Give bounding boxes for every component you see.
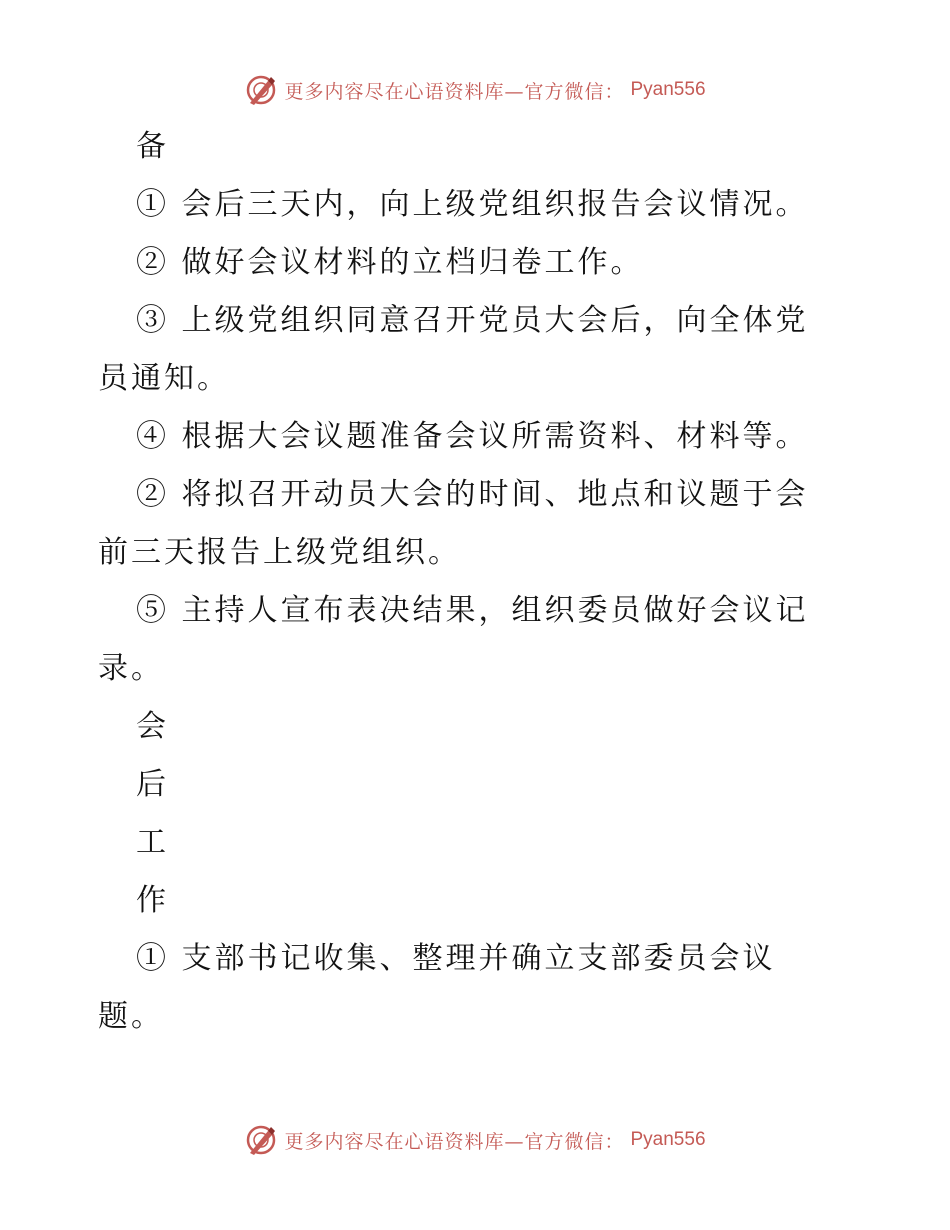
banner-text: 更多内容尽在心语资料库—官方微信： [284, 1130, 625, 1153]
paragraph: 备 [136, 129, 169, 164]
pen-logo-icon [244, 73, 278, 107]
paragraph: 会 [136, 709, 169, 744]
header-banner [0, 70, 950, 110]
banner-wechat-id: Pyan556 [630, 79, 706, 100]
banner-wechat-id: Pyan556 [630, 1129, 706, 1150]
document-body [98, 118, 838, 1046]
paragraph: 作 [136, 883, 169, 918]
paragraph: ① 会后三天内，向上级党组织报告会议情况。 [136, 187, 809, 222]
paragraph: 工 [136, 825, 169, 860]
footer-banner [0, 1120, 950, 1160]
paragraph: ⑤ 主持人宣布表决结果，组织委员做好会议记录。 [98, 593, 809, 686]
paragraph: ④ 根据大会议题准备会议所需资料、材料等。 [136, 419, 809, 454]
paragraph: ② 将拟召开动员大会的时间、地点和议题于会前三天报告上级党组织。 [98, 477, 809, 570]
paragraph: ② 做好会议材料的立档归卷工作。 [136, 245, 644, 280]
paragraph: ③ 上级党组织同意召开党员大会后，向全体党员通知。 [98, 303, 809, 396]
paragraph: 后 [136, 767, 169, 802]
banner-text: 更多内容尽在心语资料库—官方微信： [284, 80, 625, 103]
pen-logo-icon [244, 1123, 278, 1157]
paragraph: ① 支部书记收集、整理并确立支部委员会议题。 [98, 941, 776, 1034]
